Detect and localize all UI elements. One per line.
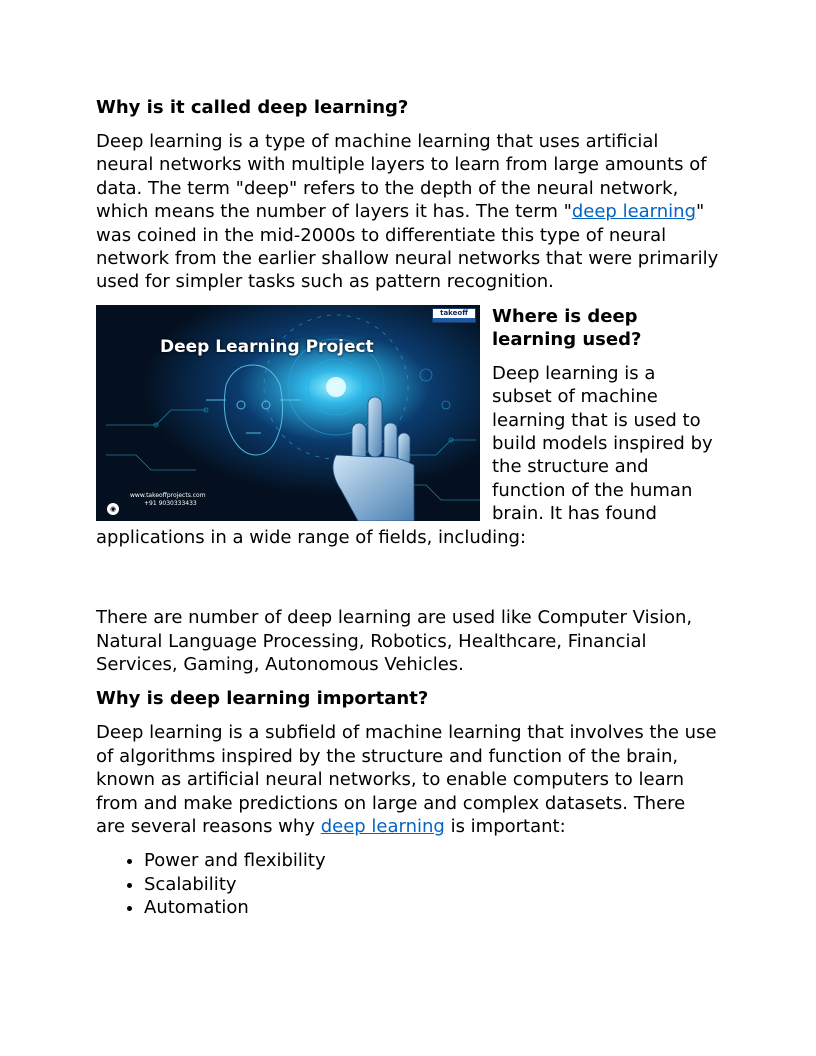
image-title: Deep Learning Project [160, 336, 374, 357]
paragraph-importance-text-before: Deep learning is a subfield of machine learning that involves the use of algorithms inspired by the structure and function of the brain, known as artificial neural networks, to enable computers to learn from and make predictions on large and complex datasets. There are several reasons why [96, 722, 717, 837]
deep-learning-link-1[interactable]: deep learning [571, 201, 697, 223]
list-item: • Automation [144, 896, 720, 919]
heading-why-called-deep-learning: Why is it called deep learning? [96, 97, 409, 118]
document-page [96, 96, 720, 920]
figure-section [96, 305, 720, 549]
camera-icon: ◉ [107, 503, 119, 515]
heading-why-important: Why is deep learning important? [96, 688, 429, 710]
heading-where-used: Where is deep learning used? [492, 305, 642, 350]
paragraph-importance [96, 721, 720, 838]
paragraph-definition-text-after: " was coined in the mid-2000s to differentiate this type of neural network from the earlier shallow neural networks that were primarily used for simpler tasks such as pattern recognition. [96, 201, 719, 293]
paragraph-applications: There are number of deep learning are used like Computer Vision, Natural Language Processing, Robotics, Healthcare, Financial Services, Gaming, Autonomous Vehicles. [96, 607, 693, 675]
paragraph-where-used: Deep learning is a subset of machine learning that is used to build models inspired by the structure and function of the human brain. It has found applications in a wide range of fields, including: [96, 362, 713, 548]
list-item: • Scalability [144, 873, 720, 896]
paragraph-definition-text-before: Deep learning is a type of machine learning that uses artificial neural networks with multiple layers to learn from large amounts of data. The term "deep" refers to the depth of the neural network, which means the number of layers it has. The term " [96, 131, 707, 223]
deep-learning-project-image [96, 305, 480, 521]
paragraph-definition [96, 130, 720, 294]
empty-paragraph [96, 560, 720, 606]
paragraph-importance-text-after: is important: [444, 815, 566, 837]
takeoff-logo [432, 308, 476, 323]
logo-bar [433, 318, 475, 322]
deep-learning-link-2[interactable]: deep learning [320, 815, 445, 837]
image-phone: +91 9030333433 [144, 499, 197, 507]
reasons-list [96, 849, 720, 919]
takeoff-logo-text: takeoff [440, 308, 468, 317]
image-website: www.takeoffprojects.com [130, 491, 206, 499]
list-item: • Power and flexibility [144, 849, 720, 872]
